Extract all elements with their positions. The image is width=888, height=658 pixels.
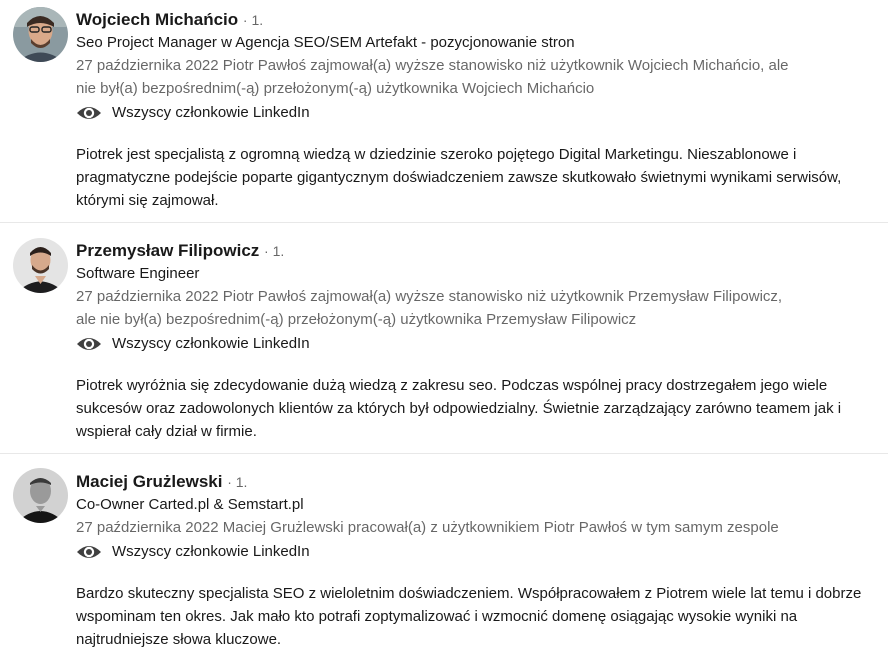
recommendation-text: Piotrek wyróżnia się zdecydowanie dużą wiedzą z zakresu seo. Podczas wspólnej pracy dostrzegałem jego wiele sukcesów oraz zadowolonych klientów za których był odpowiedzialny. Świetnie zarządzający zarówno teamem jak i wspierał cały dział w firmie. (76, 377, 842, 440)
relationship-meta-line: 27 października 2022 Piotr Pawłoś zajmował(a) wyższe stanowisko niż użytkownik Wojciech Michańcio, ale (76, 57, 789, 74)
avatar[interactable] (13, 238, 68, 293)
relationship-meta (76, 54, 836, 100)
visibility-row (76, 101, 874, 125)
relationship-meta (76, 516, 836, 539)
eye-icon (76, 334, 102, 354)
relationship-meta-line: ale nie był(a) bezpośrednim(-ą) przełożonym(-ą) użytkownika Przemysław Filipowicz (76, 311, 637, 328)
connection-degree: · 1. (227, 474, 248, 490)
eye-icon (76, 103, 102, 123)
relationship-meta-line: 27 października 2022 Maciej Grużlewski pracował(a) z użytkownikiem Piotr Pawłoś w tym samym zespole (76, 519, 779, 536)
recommendation-text: Bardzo skuteczny specjalista SEO z wieloletnim doświadczeniem. Współpracowałem z Piotrem wiele lat temu i dobrze wspominam ten okres. Jak mało kto potrafi zoptymalizować i wzmocnić domenę osiągając wysokie wyniki na najtrudniejsze słowa kluczowe. (76, 585, 862, 648)
member-name[interactable]: Maciej Grużlewski (76, 472, 223, 491)
visibility-label: Wszyscy członkowie LinkedIn (112, 335, 310, 352)
recommendation-item (0, 0, 888, 222)
avatar-photo (13, 238, 68, 293)
member-headline: Software Engineer (76, 265, 200, 282)
relationship-meta-line: nie był(a) bezpośrednim(-ą) przełożonym(-ą) użytkownika Wojciech Michańcio (76, 80, 595, 97)
connection-degree: · 1. (242, 12, 264, 28)
relationship-meta-line: 27 października 2022 Piotr Pawłoś zajmował(a) wyższe stanowisko niż użytkownik Przemysław Filipowicz, (76, 288, 783, 305)
recommendation-item (0, 453, 888, 657)
eye-icon (76, 542, 102, 562)
relationship-meta (76, 285, 836, 331)
member-name[interactable]: Przemysław Filipowicz (76, 241, 260, 260)
visibility-row (76, 540, 874, 564)
visibility-label: Wszyscy członkowie LinkedIn (112, 104, 310, 121)
avatar[interactable] (13, 468, 68, 523)
visibility-label: Wszyscy członkowie LinkedIn (112, 543, 310, 560)
avatar[interactable] (13, 7, 68, 62)
avatar-photo (13, 468, 68, 523)
avatar-photo (13, 7, 68, 62)
member-headline: Co-Owner Carted.pl & Semstart.pl (76, 496, 304, 513)
visibility-row (76, 332, 874, 356)
connection-degree: · 1. (264, 243, 285, 259)
recommendation-item (0, 222, 888, 453)
recommendation-text: Piotrek jest specjalistą z ogromną wiedzą w dziedzinie szeroko pojętego Digital Marketingu. Nieszablonowe i pragmatyczne podejście poparte gigantycznym doświadczeniem zawsze skutkowało świetnymi wynikami serwisów, którymi się zajmował. (76, 146, 842, 209)
member-name[interactable]: Wojciech Michańcio (76, 10, 239, 29)
member-headline: Seo Project Manager w Agencja SEO/SEM Artefakt - pozycjonowanie stron (76, 34, 575, 51)
